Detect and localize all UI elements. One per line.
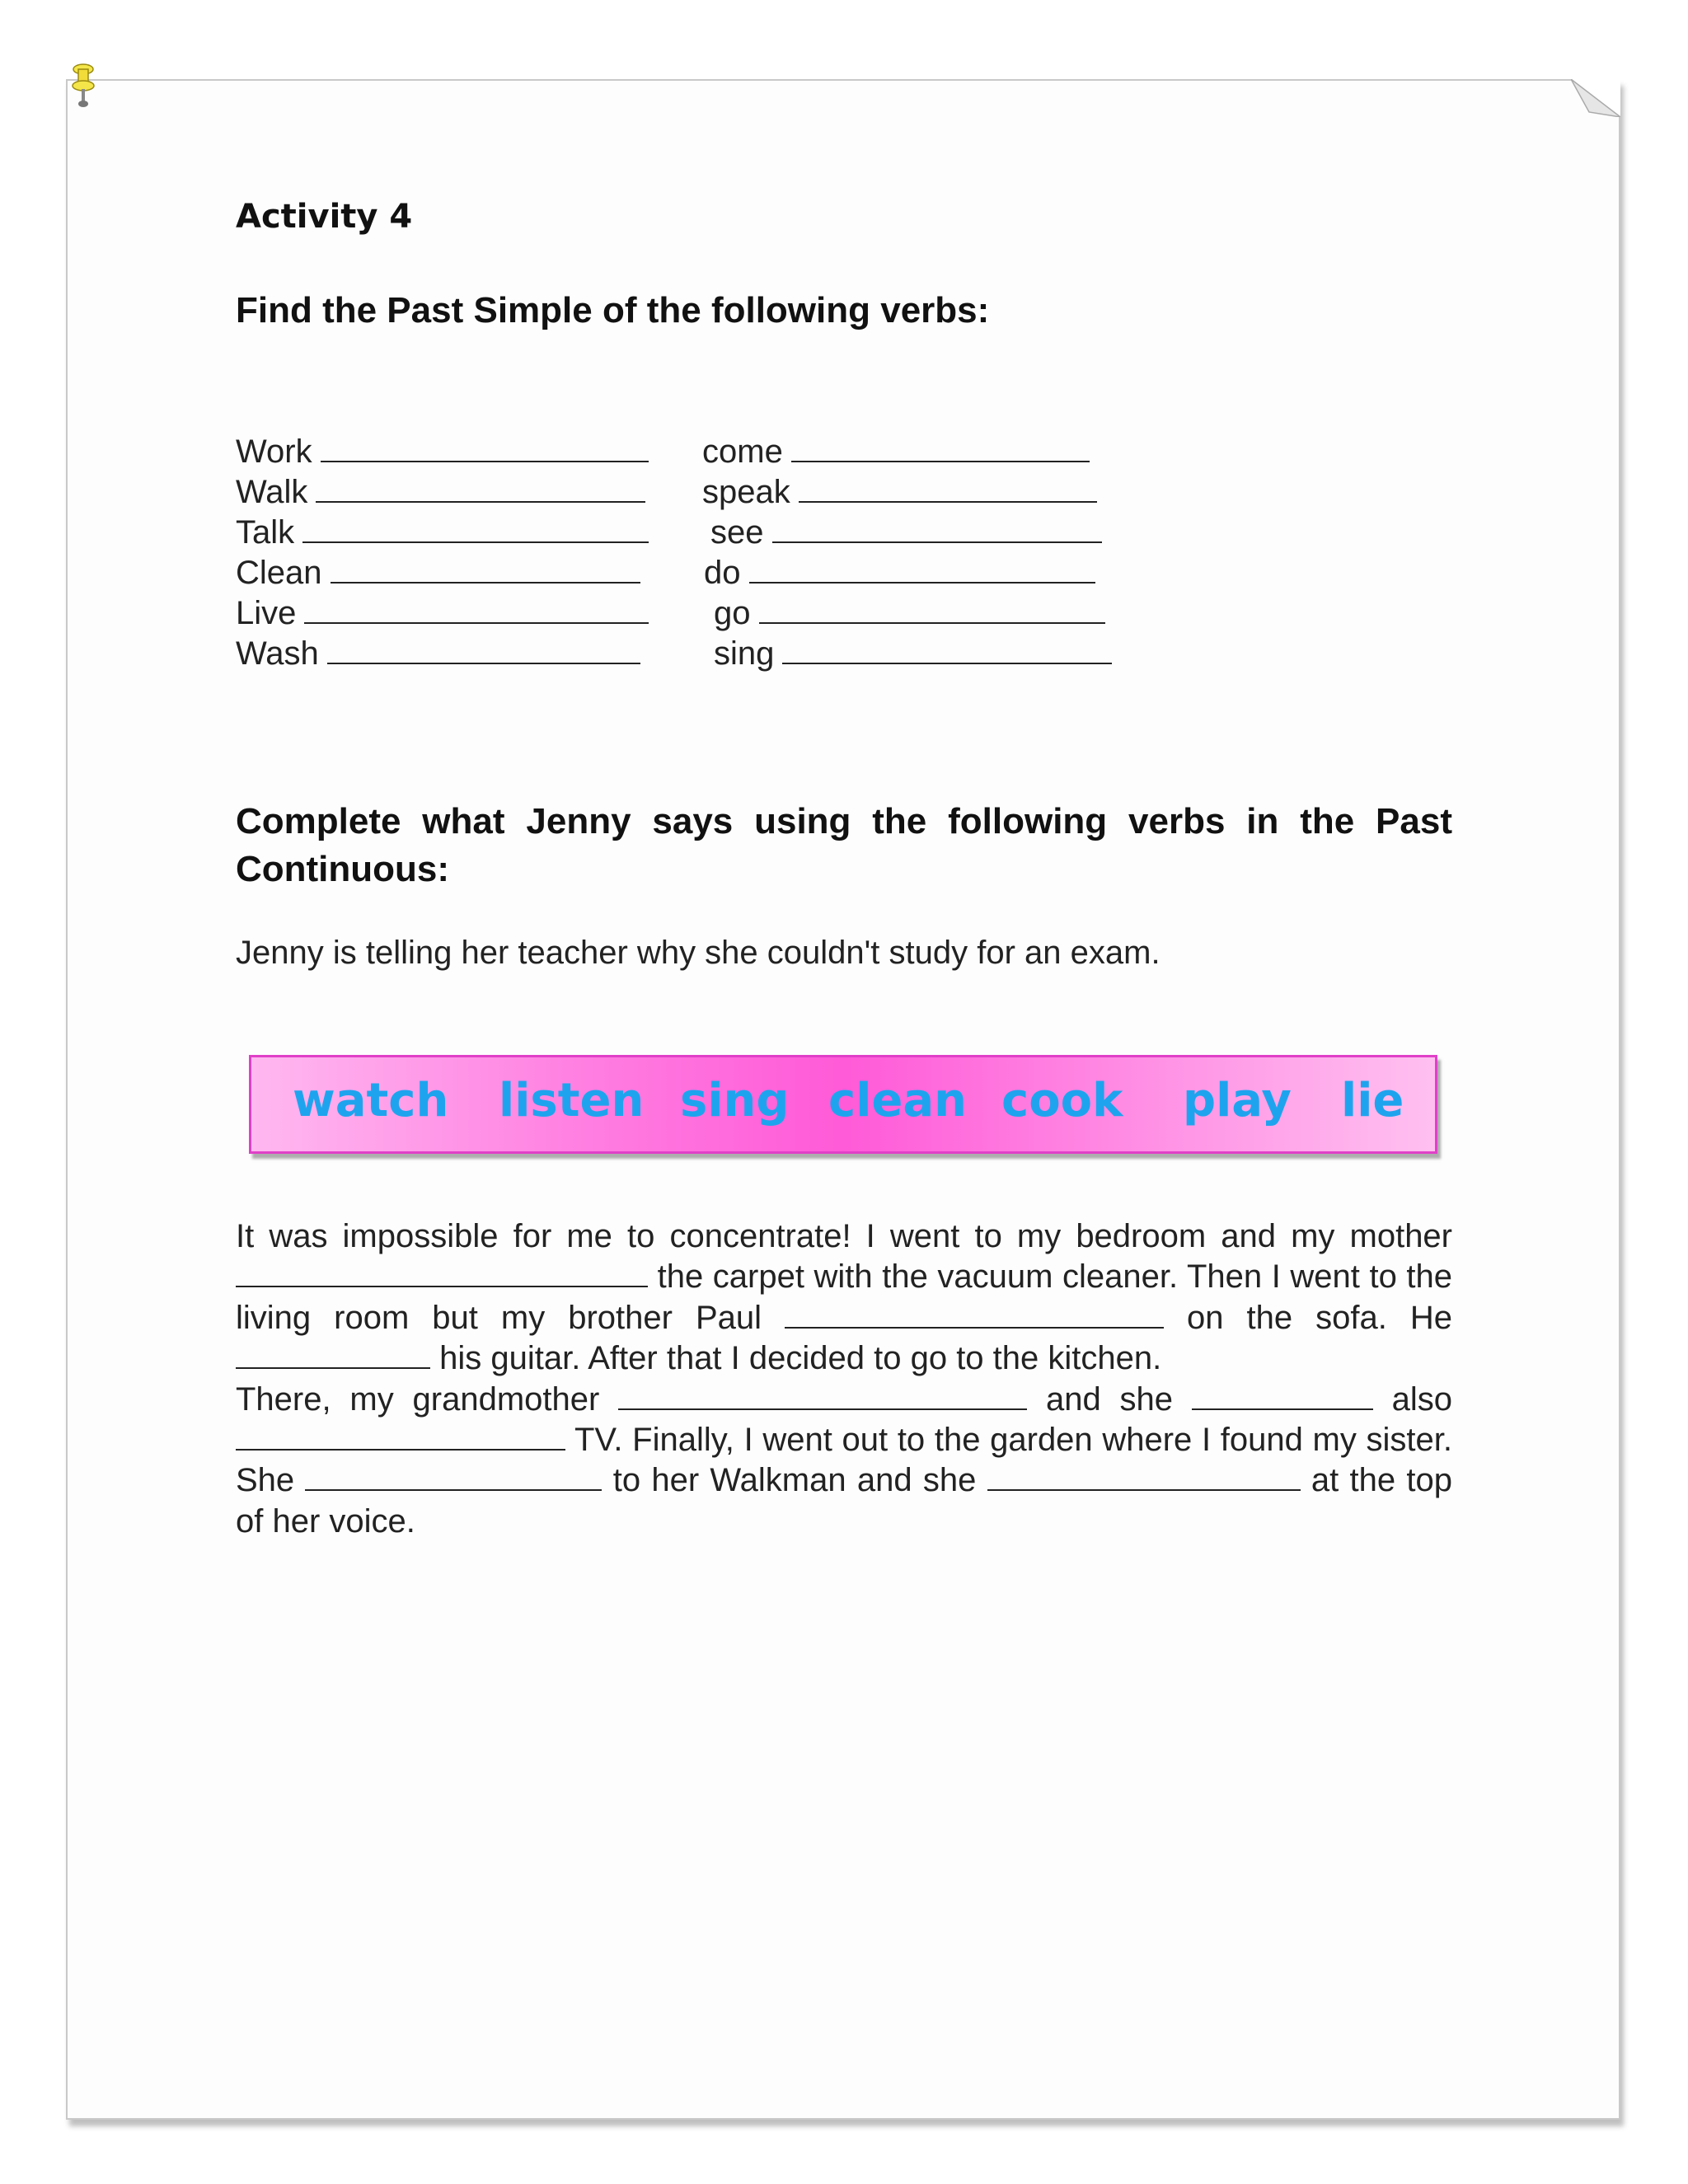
word-bank-item: play	[1183, 1074, 1292, 1127]
verb-item	[702, 472, 1112, 513]
section1-heading: Find the Past Simple of the following verbs:	[236, 290, 990, 330]
story-text: on the sofa. He	[1187, 1299, 1452, 1336]
answer-blank[interactable]	[304, 598, 649, 624]
answer-blank[interactable]	[327, 638, 640, 664]
answer-blank[interactable]	[236, 1263, 648, 1287]
story-text: There, my grandmother	[236, 1380, 600, 1418]
answer-blank[interactable]	[772, 517, 1102, 543]
answer-blank[interactable]	[305, 1466, 602, 1491]
verb-item	[702, 432, 1112, 472]
verb-item	[236, 634, 649, 674]
verb-item	[236, 553, 649, 593]
answer-blank[interactable]	[321, 436, 649, 462]
verb-label: sing	[714, 635, 775, 672]
verb-item	[236, 593, 649, 634]
verb-item	[702, 513, 1112, 553]
answer-blank[interactable]	[987, 1466, 1301, 1491]
push-pin-icon	[71, 63, 96, 110]
verb-label: Live	[236, 595, 297, 631]
verb-label: do	[704, 555, 741, 591]
answer-blank[interactable]	[331, 557, 640, 583]
story-text: his guitar. After that I decided to go to the kitchen.	[439, 1340, 1162, 1377]
verb-label: Clean	[236, 555, 322, 591]
verb-label: Walk	[236, 474, 308, 510]
answer-blank[interactable]	[302, 517, 649, 543]
verb-item	[236, 432, 649, 472]
answer-blank[interactable]	[782, 638, 1112, 664]
word-bank-item: listen	[499, 1074, 645, 1127]
story-text: to her Walkman and she	[612, 1462, 977, 1499]
story-text: also	[1391, 1380, 1452, 1418]
section2-heading: Complete what Jenny says using the following verbs in the Past Continuous:	[236, 801, 1452, 889]
word-bank	[249, 1055, 1437, 1154]
verb-item	[236, 472, 649, 513]
word-bank-item: cook	[1001, 1074, 1123, 1127]
verb-item	[702, 634, 1112, 674]
answer-blank[interactable]	[236, 1426, 565, 1451]
activity-title: Activity 4	[236, 198, 413, 236]
story-text: It was impossible for me to concentrate! I went to my bedroom and my mother	[236, 1218, 1452, 1254]
story-paragraph	[236, 1216, 1452, 1542]
verb-item	[702, 553, 1112, 593]
answer-blank[interactable]	[618, 1385, 1027, 1410]
word-bank-item: sing	[680, 1074, 790, 1127]
word-bank-item: lie	[1341, 1074, 1404, 1127]
verb-item	[702, 593, 1112, 634]
answer-blank[interactable]	[791, 436, 1090, 462]
word-bank-item: watch	[293, 1074, 449, 1127]
page-fold-corner	[1571, 79, 1620, 117]
left-verb-list	[236, 432, 649, 674]
verb-item	[236, 513, 649, 553]
story-text: and she	[1045, 1380, 1173, 1418]
story-text: the carpet with the vacuum cleaner. Then I went to the living room but my brother Paul	[236, 1258, 1452, 1336]
answer-blank[interactable]	[749, 557, 1095, 583]
answer-blank[interactable]	[759, 598, 1105, 624]
story-text: at the top of her voice.	[236, 1462, 1452, 1540]
answer-blank[interactable]	[236, 1344, 430, 1369]
section2-intro: Jenny is telling her teacher why she couldn't study for an exam.	[236, 935, 1160, 971]
right-verb-list	[702, 432, 1112, 674]
word-bank-item: clean	[828, 1074, 968, 1127]
story-text: TV. Finally, I went out to the garden where I found my sister. She	[236, 1422, 1452, 1499]
answer-blank[interactable]	[799, 476, 1097, 503]
verb-label: Talk	[236, 514, 295, 551]
verb-label: see	[710, 514, 764, 551]
verb-label: come	[702, 434, 783, 470]
verb-label: Wash	[236, 635, 319, 672]
verb-label: speak	[702, 474, 790, 510]
verb-label: Work	[236, 434, 312, 470]
answer-blank[interactable]	[316, 476, 645, 503]
verb-label: go	[714, 595, 751, 631]
answer-blank[interactable]	[785, 1304, 1164, 1329]
answer-blank[interactable]	[1192, 1385, 1373, 1410]
